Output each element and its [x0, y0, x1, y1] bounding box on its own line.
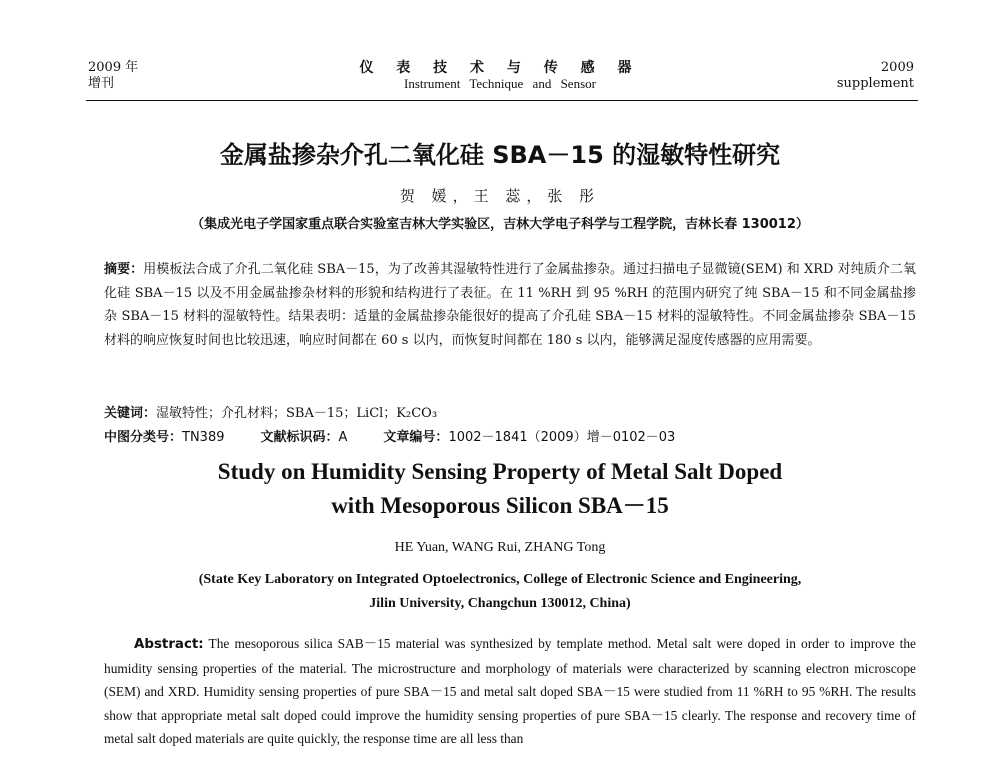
- header-supplement: supplement: [836, 76, 914, 91]
- header-right: [837, 60, 914, 92]
- header-year-right: 2009: [880, 60, 914, 75]
- paper-title-en-line1: Study on Humidity Sensing Property of Metal Salt Doped: [217, 459, 783, 484]
- article-number-value: 1002－1841（2009）增－0102－03: [448, 430, 676, 445]
- article-number-label: 文章编号：: [383, 430, 449, 445]
- classification-line: [104, 426, 675, 445]
- abstract-cn: [104, 258, 916, 352]
- affiliation-en-line2: Jilin University, Changchun 130012, China): [369, 596, 631, 611]
- keywords-cn-label: 关键词：: [104, 406, 157, 421]
- paper-title-en-line2: with Mesoporous Silicon SBA－15: [331, 493, 669, 518]
- abstract-en-label: Abstract:: [134, 637, 204, 652]
- keywords-cn-text: 湿敏特性；介孔材料；SBA－15；LiCl；K₂CO₃: [156, 406, 438, 421]
- abstract-cn-text: 用模板法合成了介孔二氧化硅 SBA－15，为了改善其湿敏特性进行了金属盐掺杂。通过扫描电子显微镜(SEM) 和 XRD 对纯质介二氧化硅 SBA－15 以及不用金属盐掺杂材料的形貌和结构进行了表征。在 11 %RH 到 95 %RH 的范围内研究了纯 SBA－15 和不同金属盐掺杂 SBA－15 材料的湿敏特性。结果表明：适量的金属盐掺杂能很好的提高了介孔硅 SBA－15 材料的湿敏特性。不同金属盐掺杂 SBA－15 材料的响应恢复时间也比较迅速，响应时间都在 60 s 以内，而恢复时间都在 180 s 以内，能够满足湿度传感器的应用需要。: [104, 262, 916, 348]
- paper-title-cn: 金属盐掺杂介孔二氧化硅 SBA－15 的湿敏特性研究: [219, 141, 781, 169]
- doc-code-value: A: [338, 430, 348, 445]
- abstract-en-text: The mesoporous silica SAB－15 material was synthesized by template method. Metal salt were doped in order to improve the humidity sensing properties of the material. The microstructure and morphology of materials were characterized by scanning electron microscope (SEM) and XRD. Humidity sensing properties of pure SBA－15 and metal salt doped SBA－15 were studied from 11 %RH to 95 %RH. The results show that appropriate metal salt doped could improve the humidity sensing properties of pure SBA－15 clearly. The response and recovery time of metal salt doped materials are quite quickly, the response time are all less than: [104, 636, 916, 746]
- affiliation-en: [0, 568, 1000, 616]
- keywords-cn: [104, 402, 437, 421]
- paper-title-en: [0, 455, 1000, 523]
- journal-name-en: Instrument Technique and Sensor: [404, 76, 596, 91]
- clc-value: TN389: [182, 430, 225, 445]
- header-issue: 增刊: [88, 76, 115, 91]
- authors-cn: 贺 媛，王 蕊，张 彤: [399, 187, 601, 205]
- doc-code-label: 文献标识码：: [260, 430, 339, 445]
- affiliation-en-line1: (State Key Laboratory on Integrated Optoelectronics, College of Electronic Science and Engineering,: [198, 572, 802, 587]
- authors-en: HE Yuan, WANG Rui, ZHANG Tong: [394, 540, 606, 555]
- header-year: 2009 年: [88, 60, 139, 75]
- journal-name-cn: 仪 表 技 术 与 传 感 器: [359, 60, 641, 76]
- affiliation-cn: （集成光电子学国家重点联合实验室吉林大学实验区，吉林大学电子科学与工程学院，吉林长春 130012）: [191, 217, 809, 232]
- clc-label: 中图分类号：: [104, 430, 183, 445]
- header-rule: [86, 100, 918, 101]
- abstract-cn-label: 摘要：: [104, 262, 144, 277]
- abstract-en: [104, 632, 916, 751]
